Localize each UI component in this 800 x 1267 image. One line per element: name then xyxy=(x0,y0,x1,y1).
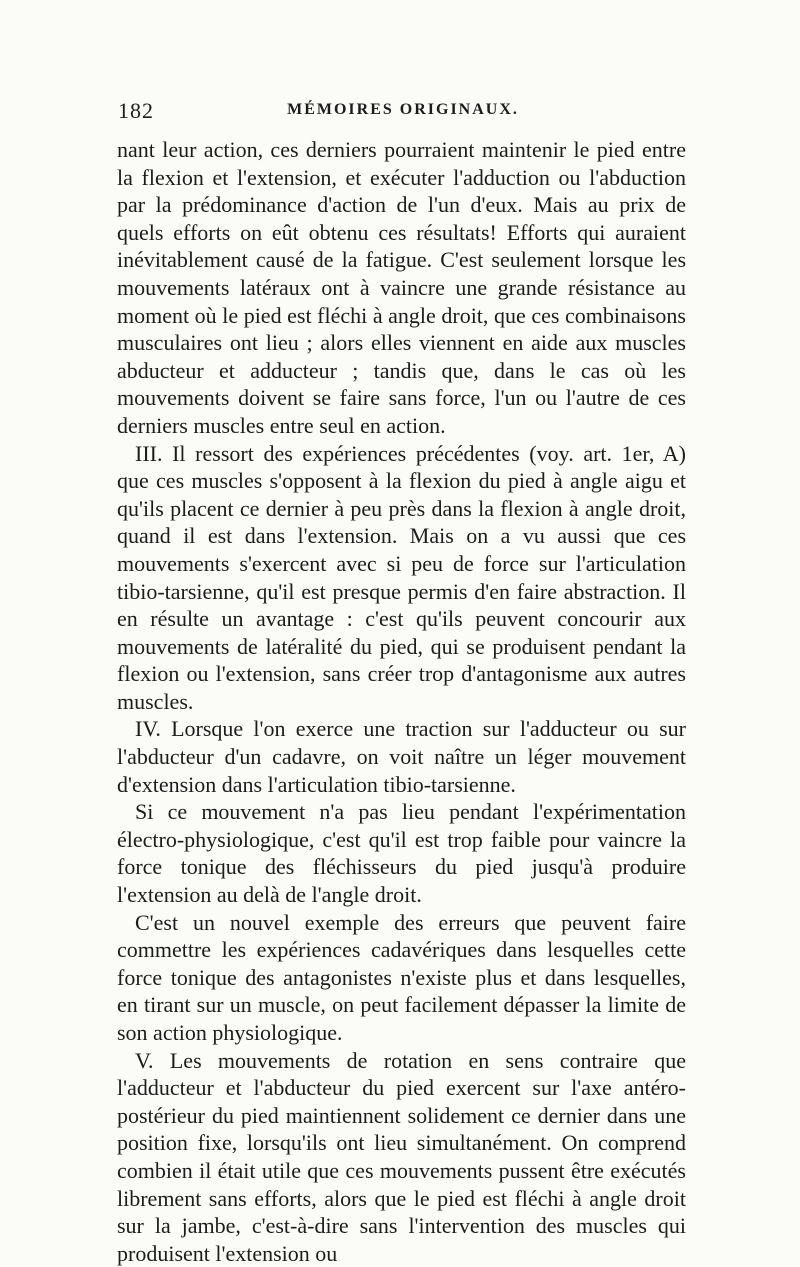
paragraph-section-v: V. Les mouvements de rotation en sens contraire que l'adducteur et l'abducteur du pied exercent sur l'axe antéro-postérieur du pied maintiennent solidement ce dernier dans une position fixe, lorsqu'ils ont lieu simultanément. On comprend combien il était utile que ces mouvements pussent être exécutés librement sans efforts, alors que le pied est fléchi à angle droit sur la jambe, c'est-à-dire sans l'intervention des muscles qui produisent l'extension ou xyxy=(117,1047,686,1266)
page-number: 182 xyxy=(118,98,154,123)
paragraph-electro-physiology: Si ce mouvement n'a pas lieu pendant l'expérimentation électro-physiologique, c'est qu'il est trop faible pour vaincre la force tonique des fléchisseurs du pied jusqu'à produire l'extension au delà de l'angle droit. xyxy=(117,799,686,908)
paragraph-cadaver-experiments: C'est un nouvel exemple des erreurs que peuvent faire commettre les expériences cadavériques dans lesquelles cette force tonique des antagonistes n'existe plus et dans lesquelles, en tirant sur un muscle, on peut facilement dépasser la limite de son action physiologique. xyxy=(117,909,686,1045)
page-header xyxy=(118,98,688,128)
paragraph-section-iv: IV. Lorsque l'on exerce une traction sur l'adducteur ou sur l'abducteur d'un cadavre, on voit naître un léger mouvement d'extension dans l'articulation tibio-tarsienne. xyxy=(117,716,686,797)
body-text xyxy=(117,136,686,1267)
running-title: MÉMOIRES ORIGINAUX. xyxy=(287,101,519,118)
paragraph-section-iii: III. Il ressort des expériences précédentes (voy. art. 1er, A) que ces muscles s'opposent à la flexion du pied à angle aigu et qu'ils placent ce dernier à peu près dans la flexion à angle droit, quand il est dans l'extension. Mais on a vu aussi que ces mouvements s'exercent avec si peu de force sur l'articulation tibio-tarsienne, qu'il est presque permis d'en faire abstraction. Il en résulte un avantage : c'est qu'ils peuvent concourir aux mouvements de latéralité du pied, qui se produisent pendant la flexion ou l'extension, sans créer trop d'antagonisme aux autres muscles. xyxy=(117,440,686,714)
paragraph-continued: nant leur action, ces derniers pourraient maintenir le pied entre la flexion et l'extension, et exécuter l'adduction ou l'abduction par la prédominance d'action de l'un d'eux. Mais au prix de quels efforts on eût obtenu ces résultats! Efforts qui auraient inévitablement causé de la fatigue. C'est seulement lorsque les mouvements latéraux ont à vaincre une grande résistance au moment où le pied est fléchi à angle droit, que ces combinaisons musculaires ont lieu ; alors elles viennent en aide aux muscles abducteur et adducteur ; tandis que, dans le cas où les mouvements doivent se faire sans force, l'un ou l'autre de ces derniers muscles entre seul en action. xyxy=(117,137,686,438)
